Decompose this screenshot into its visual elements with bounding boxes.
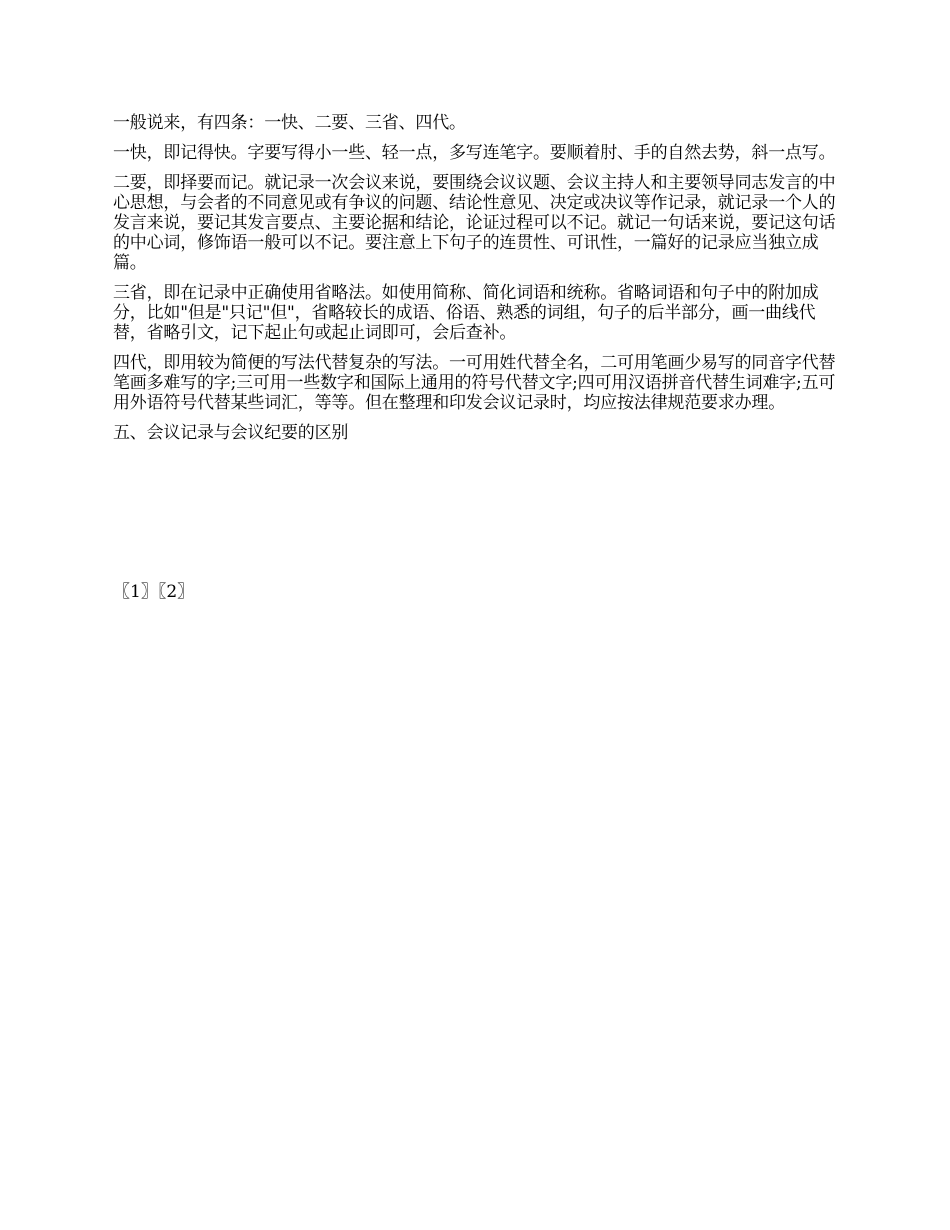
paragraph-abbreviate: 三省，即在记录中正确使用省略法。如使用简称、简化词语和统称。省略词语和句子中的附加成分，比如"但是"只记"但"，省略较长的成语、俗语、熟悉的词组，句子的后半部分，画一曲线代替，省略引文，记下起止句或起止词即可，会后查补。 [113,283,819,343]
paragraph-intro: 一般说来，有四条：一快、二要、三省、四代。 [113,113,466,133]
paragraph-fast: 一快，即记得快。字要写得小一些、轻一点，多写连笔字。要顺着肘、手的自然去势，斜一点写。 [113,143,836,163]
page-link-1[interactable]: 〖1〗 [113,582,158,602]
page-link-2[interactable]: 〖2〗 [157,582,195,602]
paragraph-essential: 二要，即择要而记。就记录一次会议来说，要围绕会议议题、会议主持人和主要领导同志发言的中心思想，与会者的不同意见或有争议的问题、结论性意见、决定或决议等作记录，就记录一个人的发言来说，要记其发言要点、主要论据和结论，论证过程可以不记。就记一句话来说，要记这句话的中心词，修饰语一般可以不记。要注意上下句子的连贯性、可讯性，一篇好的记录应当独立成篇。 [113,173,836,273]
paragraph-substitute: 四代，即用较为简便的写法代替复杂的写法。一可用姓代替全名，二可用笔画少易写的同音字代替笔画多难写的字;三可用一些数字和国际上通用的符号代替文字;四可用汉语拼音代替生词难字;五可用外语符号代替某些词汇，等等。但在整理和印发会议记录时，均应按法律规范要求办理。 [113,353,836,413]
pagination [113,582,194,602]
section-heading: 五、会议记录与会议纪要的区别 [113,423,349,443]
document-body [113,113,841,453]
